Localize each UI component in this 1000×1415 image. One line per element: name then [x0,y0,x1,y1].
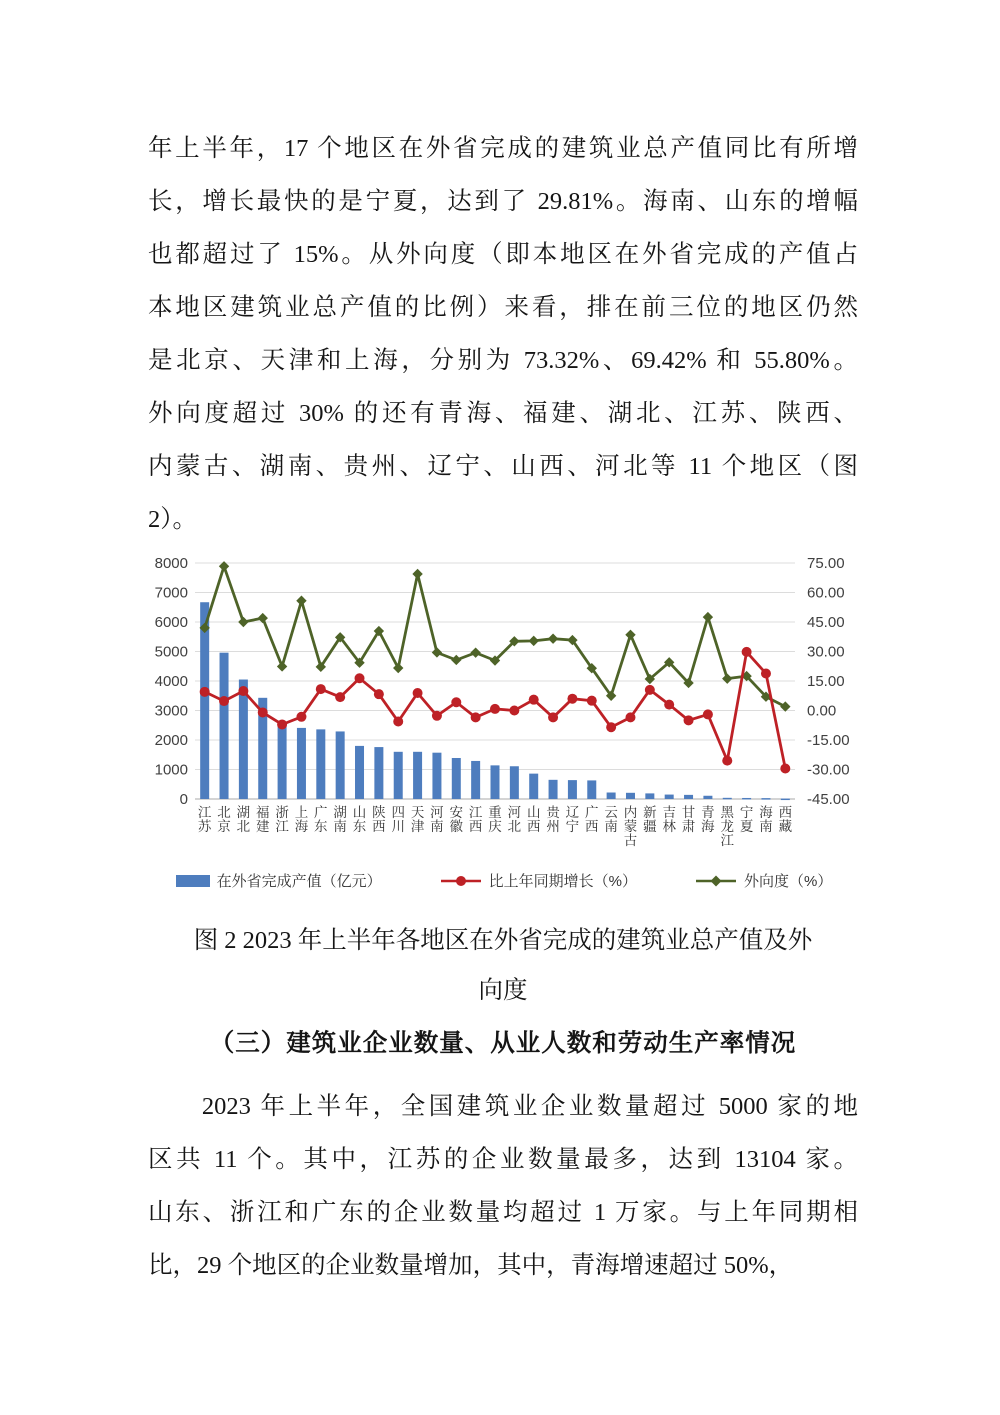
bar [432,753,441,799]
circle-marker [509,706,519,716]
diamond-marker [625,630,635,640]
right-axis-tick-label: 75.00 [807,555,845,572]
circle-marker [684,715,694,725]
bar [607,793,616,799]
line-circle-marker-icon [440,874,482,888]
circle-marker [703,709,713,719]
x-axis-label: 吉林 [662,805,676,834]
figure-caption-line: 向度 [478,977,528,1004]
right-axis-tick-label: -15.00 [807,732,850,749]
right-axis-tick-label: 45.00 [807,614,845,631]
right-axis-tick-label: -30.00 [807,761,850,779]
figure-2-chart [148,546,860,906]
chart-svg [148,546,860,854]
legend-label: 在外省完成产值（亿元） [216,873,382,890]
diamond-marker [722,673,732,683]
text-line: 内蒙古、湖南、贵州、辽宁、山西、河北等 11 个地区（图 [148,453,858,480]
circle-marker [432,711,442,721]
text-line: 山东、浙江和广东的企业数量均超过 1 万家。与上年同期相 [148,1199,858,1226]
bar [491,765,500,799]
bar [510,766,519,799]
circle-marker [587,696,597,706]
legend-label: 比上年同期增长（%） [488,873,637,890]
legend-item-growth-line [440,870,637,891]
x-axis-label: 浙江 [275,805,289,834]
x-axis-label: 黑龙江 [720,805,735,848]
x-axis-label: 海南 [759,805,773,834]
x-axis-label: 江西 [468,805,483,834]
left-axis-tick-label: 3000 [154,702,188,720]
bar [703,796,712,799]
bar [587,780,596,799]
bar [549,780,558,799]
left-axis-tick-label: 4000 [154,673,188,690]
bar [355,746,364,799]
circle-marker [742,647,752,657]
page-content [148,0,858,1292]
right-axis-tick-label: 60.00 [807,584,845,602]
diamond-marker [432,647,442,657]
diamond-marker [277,661,287,671]
x-axis-label: 西藏 [778,805,793,834]
bar [278,727,287,799]
x-axis-label: 青海 [701,805,715,834]
diamond-marker [703,612,713,622]
diamond-marker [548,634,558,644]
circle-marker [761,669,771,679]
bar [742,798,751,800]
circle-marker [296,712,306,722]
x-axis-label: 河南 [430,805,444,834]
x-axis-label: 山东 [352,805,367,834]
bar [529,774,538,799]
diamond-marker [470,647,480,657]
x-axis-label: 云南 [604,805,618,834]
left-axis-tick-label: 0 [179,791,188,808]
text-line: 年上半年，17 个地区在外省完成的建筑业总产值同比有所增 [148,135,858,162]
x-axis-label: 甘肃 [681,805,696,834]
x-axis-label: 福建 [255,805,270,834]
x-axis-label: 重庆 [488,805,502,834]
bar [297,728,306,799]
figure-caption-line: 图 2 2023 年上半年各地区在外省完成的建筑业总产值及外 [193,927,813,954]
circle-marker [606,722,616,732]
bar [374,747,383,799]
bar [394,752,403,799]
x-axis-label: 山西 [526,805,541,834]
circle-marker [258,707,268,717]
bar [723,798,732,800]
left-axis-tick-label: 7000 [154,584,188,602]
paragraph-2 [148,1080,858,1292]
legend-item-bar-series [176,870,382,891]
x-axis-label: 广西 [585,805,599,834]
text-line: 2）。 [148,506,197,533]
right-axis-tick-label: 30.00 [807,643,845,661]
figure-caption [148,916,858,1016]
x-axis-label: 宁夏 [739,805,754,834]
x-axis-label: 安徽 [449,805,464,834]
bar [568,780,577,799]
bar [413,752,422,799]
diamond-marker [296,596,306,606]
x-axis-label: 辽宁 [565,805,580,834]
circle-marker [664,700,674,710]
circle-marker [393,717,403,727]
circle-marker [567,694,577,704]
x-axis-label: 陕西 [372,805,386,834]
right-axis-tick-label: 0.00 [807,702,837,720]
x-axis-label: 河北 [507,805,522,834]
left-axis-tick-label: 5000 [154,643,188,661]
x-axis-label: 四川 [391,805,405,834]
circle-marker [625,712,635,722]
text-line: 本地区建筑业总产值的比例）来看，排在前三位的地区仍然 [148,294,858,321]
left-axis-tick-label: 1000 [154,761,188,779]
text-line: 区共 11 个。其中，江苏的企业数量最多，达到 13104 家。 [148,1146,858,1173]
x-axis-label: 内蒙古 [623,805,638,848]
circle-marker [277,719,287,729]
left-axis-tick-label: 8000 [154,555,188,572]
bar [239,680,248,799]
text-line: 是北京、天津和上海，分别为 73.32%、69.42% 和 55.80%。 [148,347,858,374]
bar [336,731,345,799]
text-line: 外向度超过 30% 的还有青海、福建、湖北、江苏、陕西、 [148,400,858,427]
x-axis-label: 江苏 [197,805,212,834]
circle-marker [355,673,365,683]
circle-marker [722,756,732,766]
diamond-marker [393,663,403,673]
x-axis-label: 天津 [410,805,425,834]
circle-marker [238,686,248,696]
x-axis-label: 湖南 [333,805,347,834]
chart-legend [148,870,860,891]
legend-label: 外向度（%） [744,873,833,890]
diamond-marker [238,617,248,627]
left-axis-tick-label: 6000 [154,614,188,631]
text-line: 比，29 个地区的企业数量增加，其中，青海增速超过 50%， [148,1252,794,1279]
left-axis-tick-label: 2000 [154,732,188,749]
line-diamond-marker-icon [695,874,737,888]
bar [645,793,654,799]
bar [471,761,480,799]
circle-marker [374,689,384,699]
x-axis-label: 贵州 [546,805,560,834]
x-axis-label: 新疆 [643,805,657,834]
right-axis-tick-label: -45.00 [807,791,850,808]
bar [665,795,674,799]
bar [452,758,461,799]
legend-item-waixiangdu-line [695,870,832,891]
bar [684,795,693,799]
paragraph-1 [148,122,858,546]
circle-marker [471,712,481,722]
diamond-marker [529,636,539,646]
bar [316,729,325,799]
bar [781,799,790,801]
bar [761,798,770,800]
diamond-marker [451,655,461,665]
right-axis-tick-label: 15.00 [807,673,845,690]
x-axis-label: 北京 [217,805,231,834]
bar-series-swatch-icon [176,875,210,887]
series-line [205,566,786,706]
text-line: 2023 年上半年，全国建筑业企业数量超过 5000 家的地 [201,1093,858,1120]
circle-marker [413,688,423,698]
circle-marker [335,692,345,702]
diamond-marker [412,569,422,579]
x-axis-label: 上海 [294,805,309,834]
x-axis-label: 湖北 [236,805,251,834]
circle-marker [548,712,558,722]
text-line: 也都超过了 15%。从外向度（即本地区在外省完成的产值占 [148,241,858,268]
circle-marker [219,696,229,706]
circle-marker [780,764,790,774]
section-heading: （三）建筑业企业数量、从业人数和劳动生产率情况 [209,1030,797,1057]
circle-marker [529,695,539,705]
circle-marker [316,684,326,694]
x-axis-label: 广东 [314,805,328,834]
text-line: 长，增长最快的是宁夏，达到了 29.81%。海南、山东的增幅 [148,188,858,215]
circle-marker [490,704,500,714]
circle-marker [200,687,210,697]
bar [626,793,635,799]
circle-marker [451,697,461,707]
circle-marker [645,685,655,695]
bar [220,653,229,799]
